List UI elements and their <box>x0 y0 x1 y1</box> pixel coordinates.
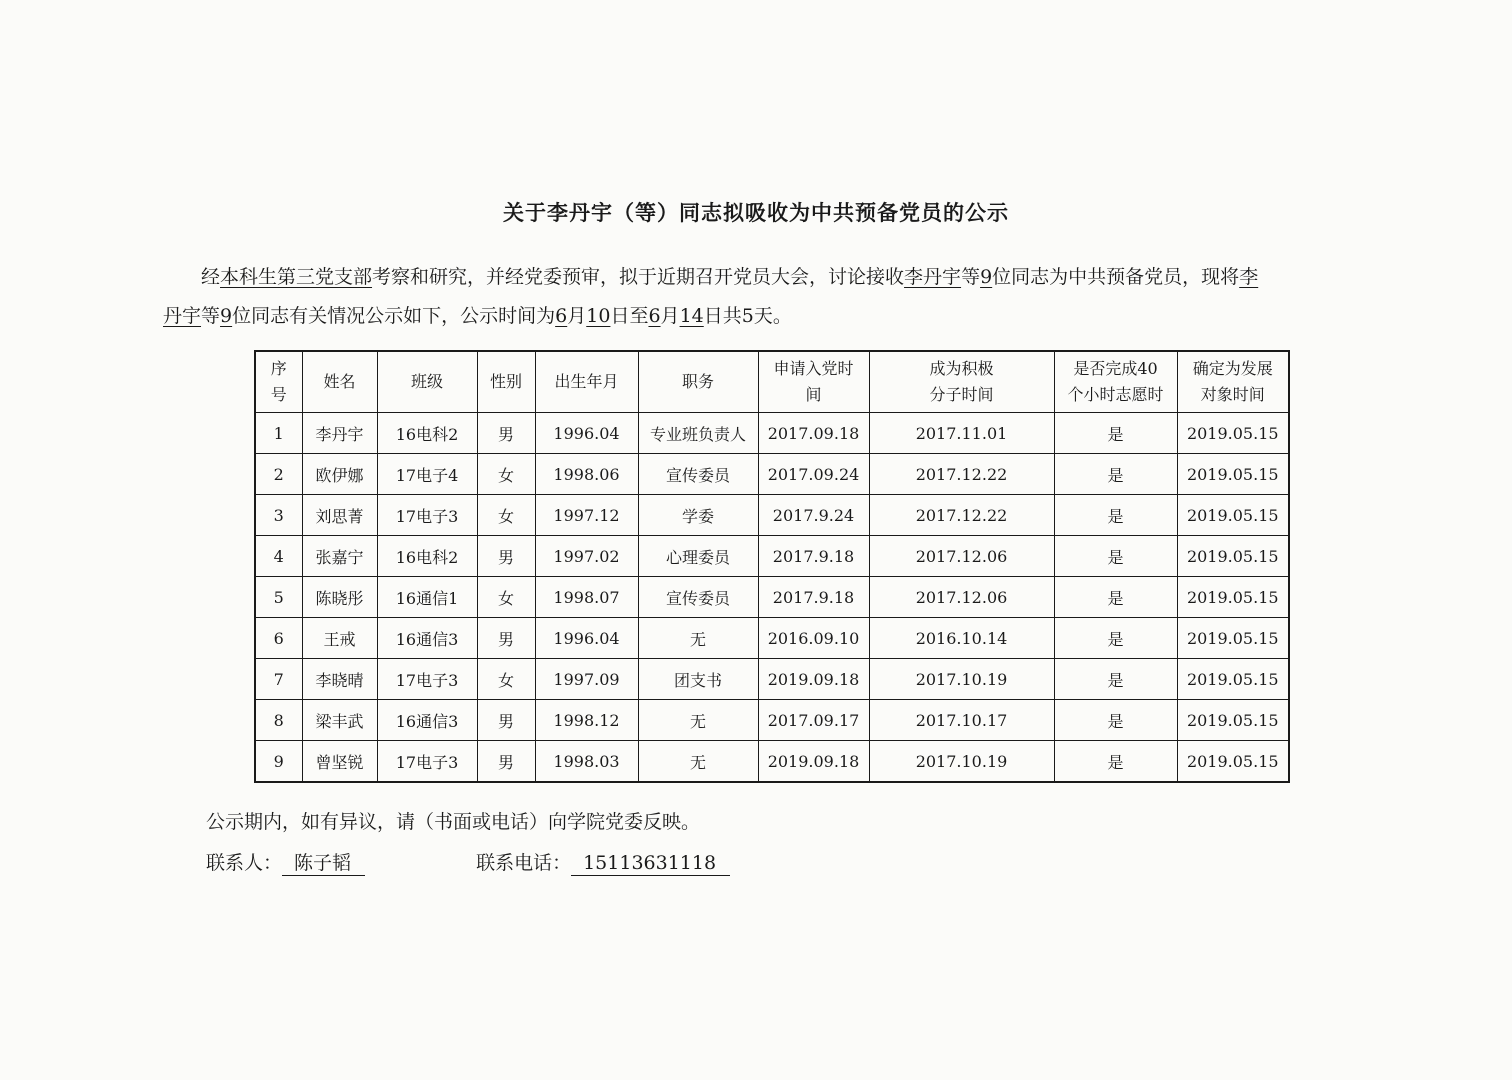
cell-no: 6 <box>255 618 302 659</box>
cell-position: 无 <box>638 700 758 741</box>
contact-name: 陈子韬 <box>282 851 365 876</box>
cell-class: 17电子3 <box>377 495 477 536</box>
cell-position: 专业班负责人 <box>638 413 758 454</box>
cell-birth: 1997.02 <box>535 536 638 577</box>
contact-line <box>206 848 730 876</box>
cell-dev: 2019.05.15 <box>1177 659 1289 700</box>
cell-apply: 2017.9.24 <box>758 495 869 536</box>
cell-gender: 女 <box>477 659 535 700</box>
cell-apply: 2017.09.18 <box>758 413 869 454</box>
cell-no: 2 <box>255 454 302 495</box>
table-row <box>255 454 1289 495</box>
cell-active: 2017.12.22 <box>869 454 1054 495</box>
cell-gender: 男 <box>477 413 535 454</box>
end-day: 14 <box>679 305 704 327</box>
cell-dev: 2019.05.15 <box>1177 495 1289 536</box>
header-volunteer: 是否完成40 个小时志愿时 <box>1054 351 1177 413</box>
cell-position: 无 <box>638 741 758 783</box>
header-dev-date: 确定为发展 对象时间 <box>1177 351 1289 413</box>
cell-birth: 1998.12 <box>535 700 638 741</box>
cell-apply: 2019.09.18 <box>758 659 869 700</box>
cell-class: 16电科2 <box>377 536 477 577</box>
cell-apply: 2017.9.18 <box>758 536 869 577</box>
cell-no: 4 <box>255 536 302 577</box>
cell-birth: 1997.09 <box>535 659 638 700</box>
cell-no: 3 <box>255 495 302 536</box>
candidate-count: 9 <box>980 266 993 288</box>
cell-gender: 男 <box>477 536 535 577</box>
cell-active: 2017.10.19 <box>869 659 1054 700</box>
cell-position: 无 <box>638 618 758 659</box>
cell-class: 16通信3 <box>377 700 477 741</box>
cell-active: 2017.11.01 <box>869 413 1054 454</box>
cell-active: 2017.12.06 <box>869 536 1054 577</box>
header-gender: 性别 <box>477 351 535 413</box>
cell-birth: 1998.06 <box>535 454 638 495</box>
intro-text: 等 <box>201 305 221 327</box>
cell-birth: 1998.07 <box>535 577 638 618</box>
cell-volunteer: 是 <box>1054 577 1177 618</box>
candidate-name-part: 丹宇 <box>163 305 202 327</box>
cell-volunteer: 是 <box>1054 454 1177 495</box>
end-month: 6 <box>648 305 661 327</box>
cell-no: 5 <box>255 577 302 618</box>
cell-no: 8 <box>255 700 302 741</box>
cell-dev: 2019.05.15 <box>1177 741 1289 783</box>
cell-class: 16通信3 <box>377 618 477 659</box>
cell-no: 1 <box>255 413 302 454</box>
cell-name: 刘思菁 <box>302 495 377 536</box>
cell-class: 17电子4 <box>377 454 477 495</box>
cell-gender: 女 <box>477 454 535 495</box>
candidate-count: 9 <box>220 305 233 327</box>
intro-text: 考察和研究，并经党委预审，拟于近期召开党员大会，讨论接收 <box>372 266 905 288</box>
table-row <box>255 618 1289 659</box>
table-header-row <box>255 351 1289 413</box>
candidate-name: 李丹宇 <box>904 266 962 288</box>
table-row <box>255 536 1289 577</box>
cell-volunteer: 是 <box>1054 741 1177 783</box>
cell-class: 16电科2 <box>377 413 477 454</box>
cell-name: 李晓晴 <box>302 659 377 700</box>
cell-name: 王戒 <box>302 618 377 659</box>
intro-text: 位同志为中共预备党员，现将 <box>992 266 1240 288</box>
cell-active: 2016.10.14 <box>869 618 1054 659</box>
cell-position: 宣传委员 <box>638 454 758 495</box>
contact-phone: 15113631118 <box>571 851 730 876</box>
intro-text: 月 <box>660 305 680 327</box>
header-class: 班级 <box>377 351 477 413</box>
cell-volunteer: 是 <box>1054 536 1177 577</box>
cell-birth: 1997.12 <box>535 495 638 536</box>
cell-apply: 2016.09.10 <box>758 618 869 659</box>
cell-name: 欧伊娜 <box>302 454 377 495</box>
cell-volunteer: 是 <box>1054 618 1177 659</box>
cell-name: 陈晓彤 <box>302 577 377 618</box>
start-day: 10 <box>586 305 611 327</box>
intro-paragraph <box>163 258 1378 336</box>
cell-gender: 女 <box>477 495 535 536</box>
cell-apply: 2017.9.18 <box>758 577 869 618</box>
cell-birth: 1998.03 <box>535 741 638 783</box>
cell-active: 2017.10.17 <box>869 700 1054 741</box>
objection-notice: 公示期内，如有异议，请（书面或电话）向学院党委反映。 <box>206 811 701 833</box>
table-row <box>255 700 1289 741</box>
cell-name: 梁丰武 <box>302 700 377 741</box>
cell-position: 团支书 <box>638 659 758 700</box>
cell-gender: 女 <box>477 577 535 618</box>
cell-position: 宣传委员 <box>638 577 758 618</box>
cell-birth: 1996.04 <box>535 618 638 659</box>
cell-apply: 2017.09.24 <box>758 454 869 495</box>
cell-no: 9 <box>255 741 302 783</box>
cell-dev: 2019.05.15 <box>1177 618 1289 659</box>
header-apply-date: 申请入党时 间 <box>758 351 869 413</box>
cell-dev: 2019.05.15 <box>1177 536 1289 577</box>
cell-class: 17电子3 <box>377 659 477 700</box>
cell-name: 李丹宇 <box>302 413 377 454</box>
intro-line-1 <box>163 258 1378 297</box>
contact-label: 联系人： <box>206 852 283 874</box>
cell-dev: 2019.05.15 <box>1177 413 1289 454</box>
intro-text: 日共5天。 <box>703 305 792 327</box>
table-row <box>255 495 1289 536</box>
candidate-name-part: 李 <box>1239 266 1259 288</box>
cell-apply: 2017.09.17 <box>758 700 869 741</box>
table-row <box>255 741 1289 783</box>
document-title: 关于李丹宇（等）同志拟吸收为中共预备党员的公示 <box>503 201 1009 225</box>
start-month: 6 <box>555 305 568 327</box>
cell-name: 张嘉宁 <box>302 536 377 577</box>
cell-active: 2017.12.22 <box>869 495 1054 536</box>
header-birth: 出生年月 <box>535 351 638 413</box>
cell-class: 17电子3 <box>377 741 477 783</box>
intro-text: 月 <box>567 305 587 327</box>
cell-volunteer: 是 <box>1054 659 1177 700</box>
cell-position: 心理委员 <box>638 536 758 577</box>
branch-name: 本科生第三党支部 <box>220 266 373 288</box>
header-name: 姓名 <box>302 351 377 413</box>
cell-dev: 2019.05.15 <box>1177 577 1289 618</box>
header-active-date: 成为积极 分子时间 <box>869 351 1054 413</box>
cell-active: 2017.10.19 <box>869 741 1054 783</box>
intro-text: 经 <box>201 266 221 288</box>
cell-volunteer: 是 <box>1054 413 1177 454</box>
cell-volunteer: 是 <box>1054 495 1177 536</box>
cell-gender: 男 <box>477 618 535 659</box>
cell-no: 7 <box>255 659 302 700</box>
intro-text: 日至 <box>610 305 649 327</box>
cell-name: 曾坚锐 <box>302 741 377 783</box>
cell-dev: 2019.05.15 <box>1177 454 1289 495</box>
header-position: 职务 <box>638 351 758 413</box>
phone-label: 联系电话： <box>476 852 572 874</box>
cell-volunteer: 是 <box>1054 700 1177 741</box>
table-row <box>255 413 1289 454</box>
cell-dev: 2019.05.15 <box>1177 700 1289 741</box>
candidates-table <box>254 350 1290 783</box>
header-no: 序 号 <box>255 351 302 413</box>
cell-position: 学委 <box>638 495 758 536</box>
cell-gender: 男 <box>477 741 535 783</box>
intro-text: 位同志有关情况公示如下，公示时间为 <box>232 305 556 327</box>
cell-active: 2017.12.06 <box>869 577 1054 618</box>
cell-apply: 2019.09.18 <box>758 741 869 783</box>
cell-class: 16通信1 <box>377 577 477 618</box>
cell-birth: 1996.04 <box>535 413 638 454</box>
intro-line-2 <box>163 297 1378 336</box>
intro-text: 等 <box>961 266 981 288</box>
cell-gender: 男 <box>477 700 535 741</box>
table-row <box>255 659 1289 700</box>
table-row <box>255 577 1289 618</box>
